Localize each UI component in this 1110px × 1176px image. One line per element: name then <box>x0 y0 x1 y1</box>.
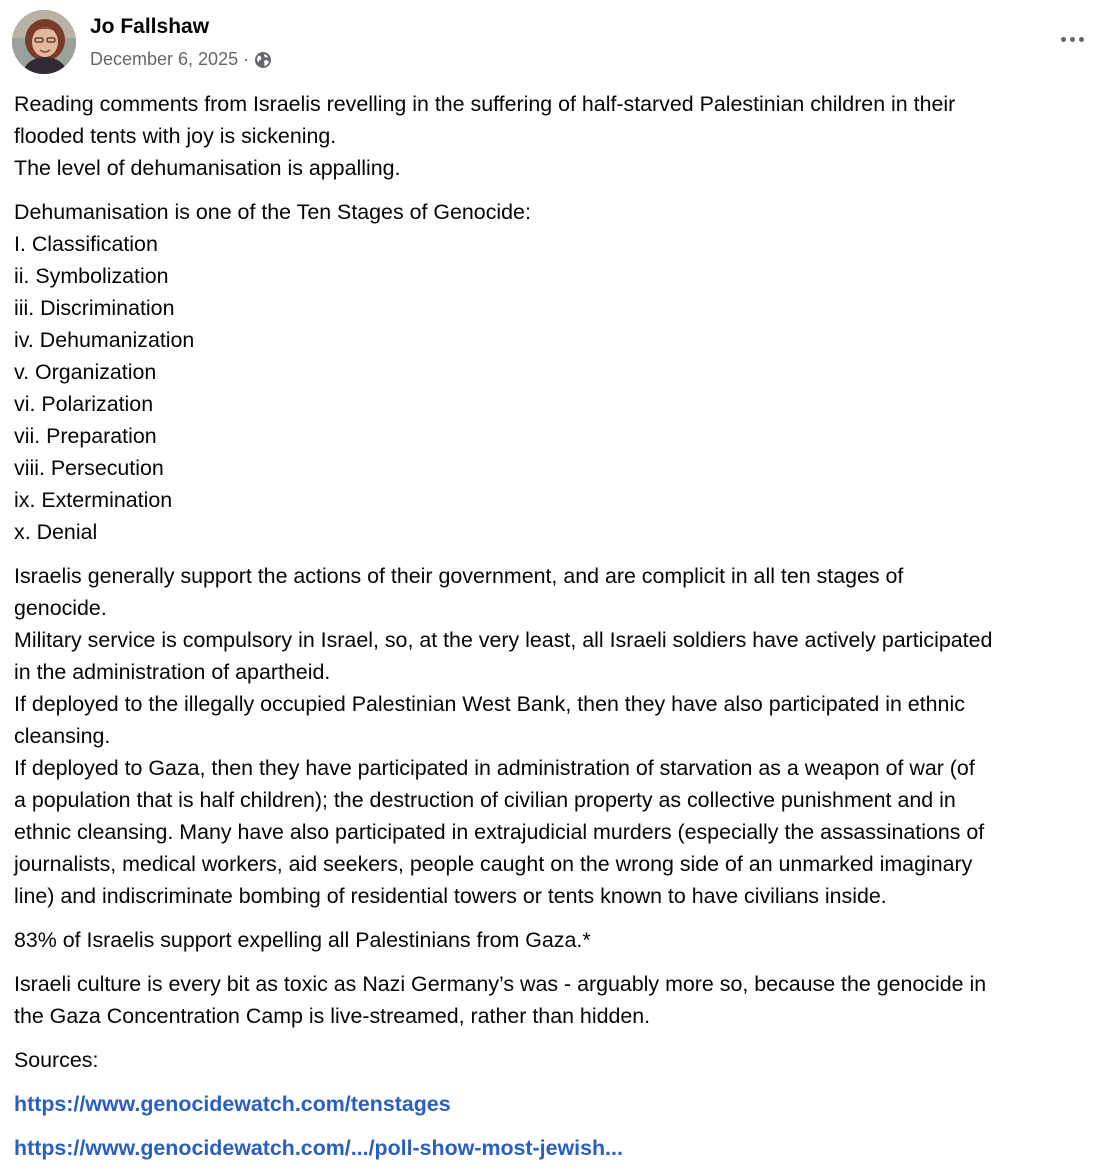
globe-icon[interactable] <box>254 51 272 69</box>
text-line: If deployed to Gaza, then they have participated in administration of starvation as a weapon of war (of <box>14 756 975 780</box>
paragraph-1 <box>14 88 1104 184</box>
paragraph-5 <box>14 968 1104 1032</box>
more-options-button[interactable] <box>1052 24 1092 54</box>
paragraph-3 <box>14 560 1104 912</box>
text-line: flooded tents with joy is sickening. <box>14 124 337 148</box>
text-line: ethnic cleansing. Many have also participated in extrajudicial murders (especially the assassinations of <box>14 820 985 844</box>
text-line: in the administration of apartheid. <box>14 660 331 684</box>
more-options-icon <box>1061 37 1066 42</box>
text-line: line) and indiscriminate bombing of residential towers or tents known to have civilians inside. <box>14 884 887 908</box>
list-item: vi. Polarization <box>14 392 154 416</box>
text-line: 83% of Israelis support expelling all Palestinians from Gaza.* <box>14 928 591 952</box>
post-header <box>12 10 1098 76</box>
stages-list <box>14 196 1104 548</box>
sources-label: Sources: <box>14 1048 99 1072</box>
list-item: ii. Symbolization <box>14 264 169 288</box>
list-item: iii. Discrimination <box>14 296 175 320</box>
list-item: iv. Dehumanization <box>14 328 195 352</box>
text-line: the Gaza Concentration Camp is live-streamed, rather than hidden. <box>14 1004 651 1028</box>
post-body <box>14 88 1104 1176</box>
stages-intro: Dehumanisation is one of the Ten Stages of Genocide: <box>14 200 531 224</box>
text-line: The level of dehumanisation is appalling. <box>14 156 401 180</box>
text-line: journalists, medical workers, aid seekers, people caught on the wrong side of an unmarked imaginary <box>14 852 973 876</box>
avatar[interactable] <box>12 10 76 74</box>
text-line: Reading comments from Israelis revelling in the suffering of half-starved Palestinian children in their <box>14 92 956 116</box>
paragraph-4 <box>14 924 1104 956</box>
author-name[interactable]: Jo Fallshaw <box>90 15 210 38</box>
list-item: vii. Preparation <box>14 424 157 448</box>
text-line: Israelis generally support the actions of their government, and are complicit in all ten stages of <box>14 564 904 588</box>
post-meta <box>90 47 272 71</box>
text-line: a population that is half children); the destruction of civilian property as collective punishment and in <box>14 788 956 812</box>
text-line: If deployed to the illegally occupied Palestinian West Bank, then they have also participated in ethnic <box>14 692 965 716</box>
source-link-tenstages[interactable]: https://www.genocidewatch.com/tenstages <box>14 1092 451 1116</box>
text-line: Israeli culture is every bit as toxic as Nazi Germany’s was - arguably more so, because the genocide in <box>14 972 987 996</box>
text-line: cleansing. <box>14 724 111 748</box>
text-line: genocide. <box>14 596 107 620</box>
meta-separator: · <box>243 49 250 69</box>
list-item: ix. Extermination <box>14 488 173 512</box>
avatar-image <box>12 10 76 74</box>
text-line: Military service is compulsory in Israel, so, at the very least, all Israeli soldiers have actively participated <box>14 628 993 652</box>
source-link-poll[interactable]: https://www.genocidewatch.com/.../poll-show-most-jewish... <box>14 1136 623 1160</box>
post-date[interactable]: December 6, 2025 <box>90 49 239 69</box>
list-item: I. Classification <box>14 232 158 256</box>
list-item: v. Organization <box>14 360 157 384</box>
list-item: viii. Persecution <box>14 456 164 480</box>
list-item: x. Denial <box>14 520 98 544</box>
